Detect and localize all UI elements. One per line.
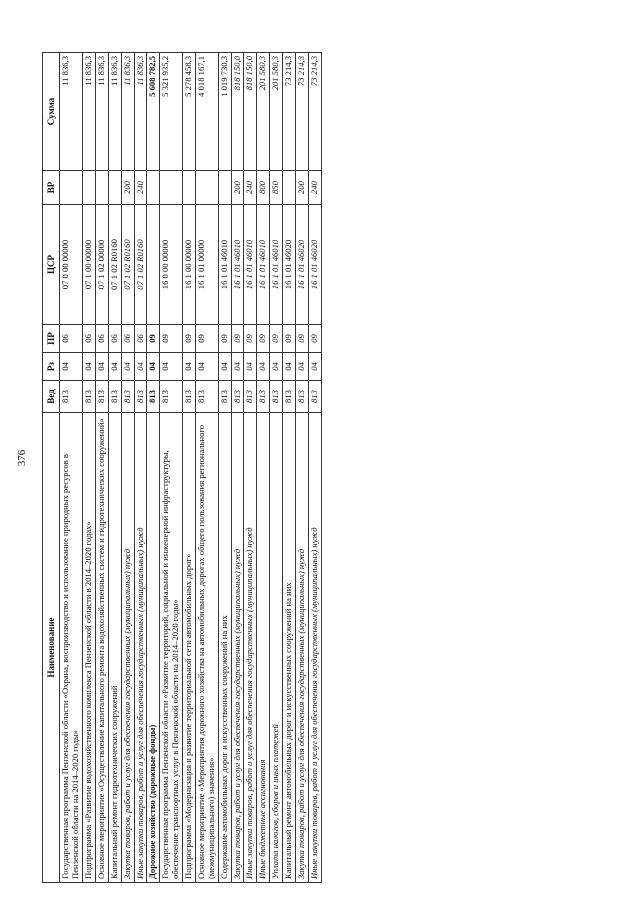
table-row: [195, 53, 218, 883]
cell-vr: 200: [231, 171, 244, 205]
cell-sum: 5 608 782,5: [147, 53, 160, 171]
cell-vr: [60, 171, 83, 205]
cell-sum: 5 278 458,3: [183, 53, 196, 171]
cell-rz: 04: [160, 353, 183, 381]
cell-pr: 06: [83, 325, 96, 353]
table-body: [60, 53, 321, 883]
budget-table: [42, 52, 322, 883]
cell-name: Государственная программа Пензенской области «Охрана, воспроизводство и использование природных ресурсов в Пензенской области на 2014–2020 годы»: [60, 413, 83, 883]
table-row: [270, 53, 283, 883]
cell-ved: 813: [231, 381, 244, 413]
cell-vr: [108, 171, 121, 205]
cell-sum: 11 836,3: [121, 53, 134, 171]
cell-csr: 16 1 01 46020: [308, 205, 321, 325]
cell-vr: 240: [244, 171, 257, 205]
cell-pr: 09: [160, 325, 183, 353]
cell-pr: 09: [147, 325, 160, 353]
cell-ved: 813: [83, 381, 96, 413]
cell-rz: 04: [83, 353, 96, 381]
cell-vr: 200: [121, 171, 134, 205]
cell-csr: 07 1 02 R0160: [121, 205, 134, 325]
cell-ved: 813: [121, 381, 134, 413]
cell-csr: 16 1 01 46010: [231, 205, 244, 325]
cell-sum: 201 580,3: [270, 53, 283, 171]
cell-vr: [147, 171, 160, 205]
header-rz: Рз: [43, 353, 60, 381]
cell-sum: 11 836,3: [108, 53, 121, 171]
cell-name: Основное мероприятие «Мероприятия дорожного хозяйства на автомобильных дорогах общего пользования регионального (межмуниципального) значения»: [195, 413, 218, 883]
cell-vr: [95, 171, 108, 205]
cell-ved: 813: [270, 381, 283, 413]
cell-pr: 09: [283, 325, 296, 353]
cell-name: Подпрограмма «Модернизация и развитие территориальной сети автомобильных дорог»: [183, 413, 196, 883]
cell-ved: 813: [308, 381, 321, 413]
cell-sum: 4 018 167,1: [195, 53, 218, 171]
cell-rz: 04: [183, 353, 196, 381]
cell-pr: 09: [218, 325, 231, 353]
cell-rz: 04: [134, 353, 147, 381]
cell-name: Закупка товаров, работ и услуг для обеспечения государственных (муниципальных) нужд: [121, 413, 134, 883]
cell-rz: 04: [60, 353, 83, 381]
table-row: [308, 53, 321, 883]
cell-vr: [160, 171, 183, 205]
cell-pr: 09: [308, 325, 321, 353]
cell-ved: 813: [160, 381, 183, 413]
header-vr: ВР: [43, 171, 60, 205]
cell-vr: 800: [257, 171, 270, 205]
cell-ved: 813: [147, 381, 160, 413]
cell-pr: 09: [295, 325, 308, 353]
header-ved: Вед: [43, 381, 60, 413]
cell-rz: 04: [218, 353, 231, 381]
cell-sum: 73 214,3: [295, 53, 308, 171]
cell-sum: 73 214,3: [283, 53, 296, 171]
cell-csr: 07 1 02 R0160: [108, 205, 121, 325]
header-sum: Сумма: [43, 53, 60, 171]
cell-ved: 813: [295, 381, 308, 413]
cell-vr: [195, 171, 218, 205]
table-row: [147, 53, 160, 883]
cell-rz: 04: [195, 353, 218, 381]
cell-name: Закупка товаров, работ и услуг для обеспечения государственных (муниципальных) нужд: [295, 413, 308, 883]
cell-name: Основное мероприятие «Осуществление капитального ремонта водохозяйственных систем и гидротехнических сооружений»: [95, 413, 108, 883]
cell-vr: 850: [270, 171, 283, 205]
cell-sum: 201 580,3: [257, 53, 270, 171]
cell-vr: [83, 171, 96, 205]
header-name: Наименование: [43, 413, 60, 883]
cell-csr: [147, 205, 160, 325]
cell-csr: 16 1 01 46020: [295, 205, 308, 325]
cell-sum: 11 836,3: [95, 53, 108, 171]
cell-ved: 813: [244, 381, 257, 413]
cell-rz: 04: [121, 353, 134, 381]
table-header-row: [43, 53, 60, 883]
cell-csr: 16 1 01 46010: [244, 205, 257, 325]
cell-vr: 240: [134, 171, 147, 205]
cell-csr: 07 0 00 00000: [60, 205, 83, 325]
page-number: 376: [16, 449, 28, 467]
cell-pr: 06: [108, 325, 121, 353]
cell-ved: 813: [195, 381, 218, 413]
cell-rz: 04: [283, 353, 296, 381]
cell-name: Капитальный ремонт гидротехнических сооружений: [108, 413, 121, 883]
cell-rz: 04: [95, 353, 108, 381]
cell-pr: 06: [121, 325, 134, 353]
cell-ved: 813: [108, 381, 121, 413]
table-row: [134, 53, 147, 883]
cell-csr: 16 1 01 46010: [270, 205, 283, 325]
cell-pr: 09: [195, 325, 218, 353]
table-row: [231, 53, 244, 883]
cell-pr: 09: [257, 325, 270, 353]
cell-vr: [183, 171, 196, 205]
cell-rz: 04: [270, 353, 283, 381]
cell-sum: 73 214,3: [308, 53, 321, 171]
table-row: [295, 53, 308, 883]
cell-csr: 16 1 01 00000: [195, 205, 218, 325]
cell-pr: 06: [134, 325, 147, 353]
cell-ved: 813: [134, 381, 147, 413]
table-row: [60, 53, 83, 883]
cell-csr: 07 1 02 00000: [95, 205, 108, 325]
table-row: [183, 53, 196, 883]
cell-pr: 09: [231, 325, 244, 353]
table-row: [121, 53, 134, 883]
cell-vr: 200: [295, 171, 308, 205]
cell-name: Иные закупки товаров, работ и услуг для обеспечения государственных (муниципальных) нужд: [308, 413, 321, 883]
cell-name: Иные бюджетные ассигнования: [257, 413, 270, 883]
table-row: [283, 53, 296, 883]
table-row: [257, 53, 270, 883]
cell-sum: 11 836,3: [134, 53, 147, 171]
cell-rz: 04: [257, 353, 270, 381]
cell-rz: 04: [308, 353, 321, 381]
cell-csr: 16 0 00 00000: [160, 205, 183, 325]
cell-pr: 09: [244, 325, 257, 353]
cell-rz: 04: [295, 353, 308, 381]
cell-vr: [283, 171, 296, 205]
cell-ved: 813: [257, 381, 270, 413]
table-row: [95, 53, 108, 883]
cell-ved: 813: [218, 381, 231, 413]
cell-sum: 818 150,0: [231, 53, 244, 171]
cell-name: Капитальный ремонт автомобильных дорог и искусственных сооружений на них: [283, 413, 296, 883]
cell-csr: 16 1 01 46010: [257, 205, 270, 325]
cell-name: Государственная программа Пензенской области «Развитие территорий, социальной и инженерной инфраструктуры, обеспечение транспортных услуг в Пензенской области на 2014–2020 годы»: [160, 413, 183, 883]
cell-vr: 240: [308, 171, 321, 205]
cell-name: Иные закупки товаров, работ и услуг для обеспечения государственных (муниципальных) нужд: [244, 413, 257, 883]
cell-pr: 06: [95, 325, 108, 353]
cell-sum: 1 019 730,3: [218, 53, 231, 171]
table-row: [83, 53, 96, 883]
cell-ved: 813: [60, 381, 83, 413]
cell-name: Дорожное хозяйство (дорожные фонды): [147, 413, 160, 883]
cell-csr: 16 1 01 46010: [218, 205, 231, 325]
cell-pr: 06: [60, 325, 83, 353]
cell-csr: 07 1 00 00000: [83, 205, 96, 325]
cell-name: Иные закупки товаров, работ и услуг для обеспечения государственных (муниципальных) нужд: [134, 413, 147, 883]
cell-name: Закупка товаров, работ и услуг для обеспечения государственных (муниципальных) нужд: [231, 413, 244, 883]
cell-pr: 09: [270, 325, 283, 353]
cell-name: Содержание автомобильных дорог и искусственных сооружений на них: [218, 413, 231, 883]
cell-rz: 04: [231, 353, 244, 381]
cell-rz: 04: [147, 353, 160, 381]
cell-pr: 09: [183, 325, 196, 353]
cell-csr: 07 1 02 R0160: [134, 205, 147, 325]
cell-name: Уплата налогов, сборов и иных платежей: [270, 413, 283, 883]
cell-ved: 813: [95, 381, 108, 413]
rotated-table-container: [42, 53, 612, 883]
header-csr: ЦСР: [43, 205, 60, 325]
cell-rz: 04: [244, 353, 257, 381]
cell-name: Подпрограмма «Развитие водохозяйственного комплекса Пензенской области в 2014–2020 годах»: [83, 413, 96, 883]
cell-csr: 16 1 01 46020: [283, 205, 296, 325]
table-row: [108, 53, 121, 883]
cell-rz: 04: [108, 353, 121, 381]
header-pr: ПР: [43, 325, 60, 353]
table-row: [244, 53, 257, 883]
cell-sum: 5 321 935,2: [160, 53, 183, 171]
cell-sum: 11 836,3: [83, 53, 96, 171]
cell-sum: 818 150,0: [244, 53, 257, 171]
cell-csr: 16 1 00 00000: [183, 205, 196, 325]
cell-sum: 11 836,3: [60, 53, 83, 171]
table-row: [218, 53, 231, 883]
table-row: [160, 53, 183, 883]
cell-vr: [218, 171, 231, 205]
cell-ved: 813: [283, 381, 296, 413]
cell-ved: 813: [183, 381, 196, 413]
